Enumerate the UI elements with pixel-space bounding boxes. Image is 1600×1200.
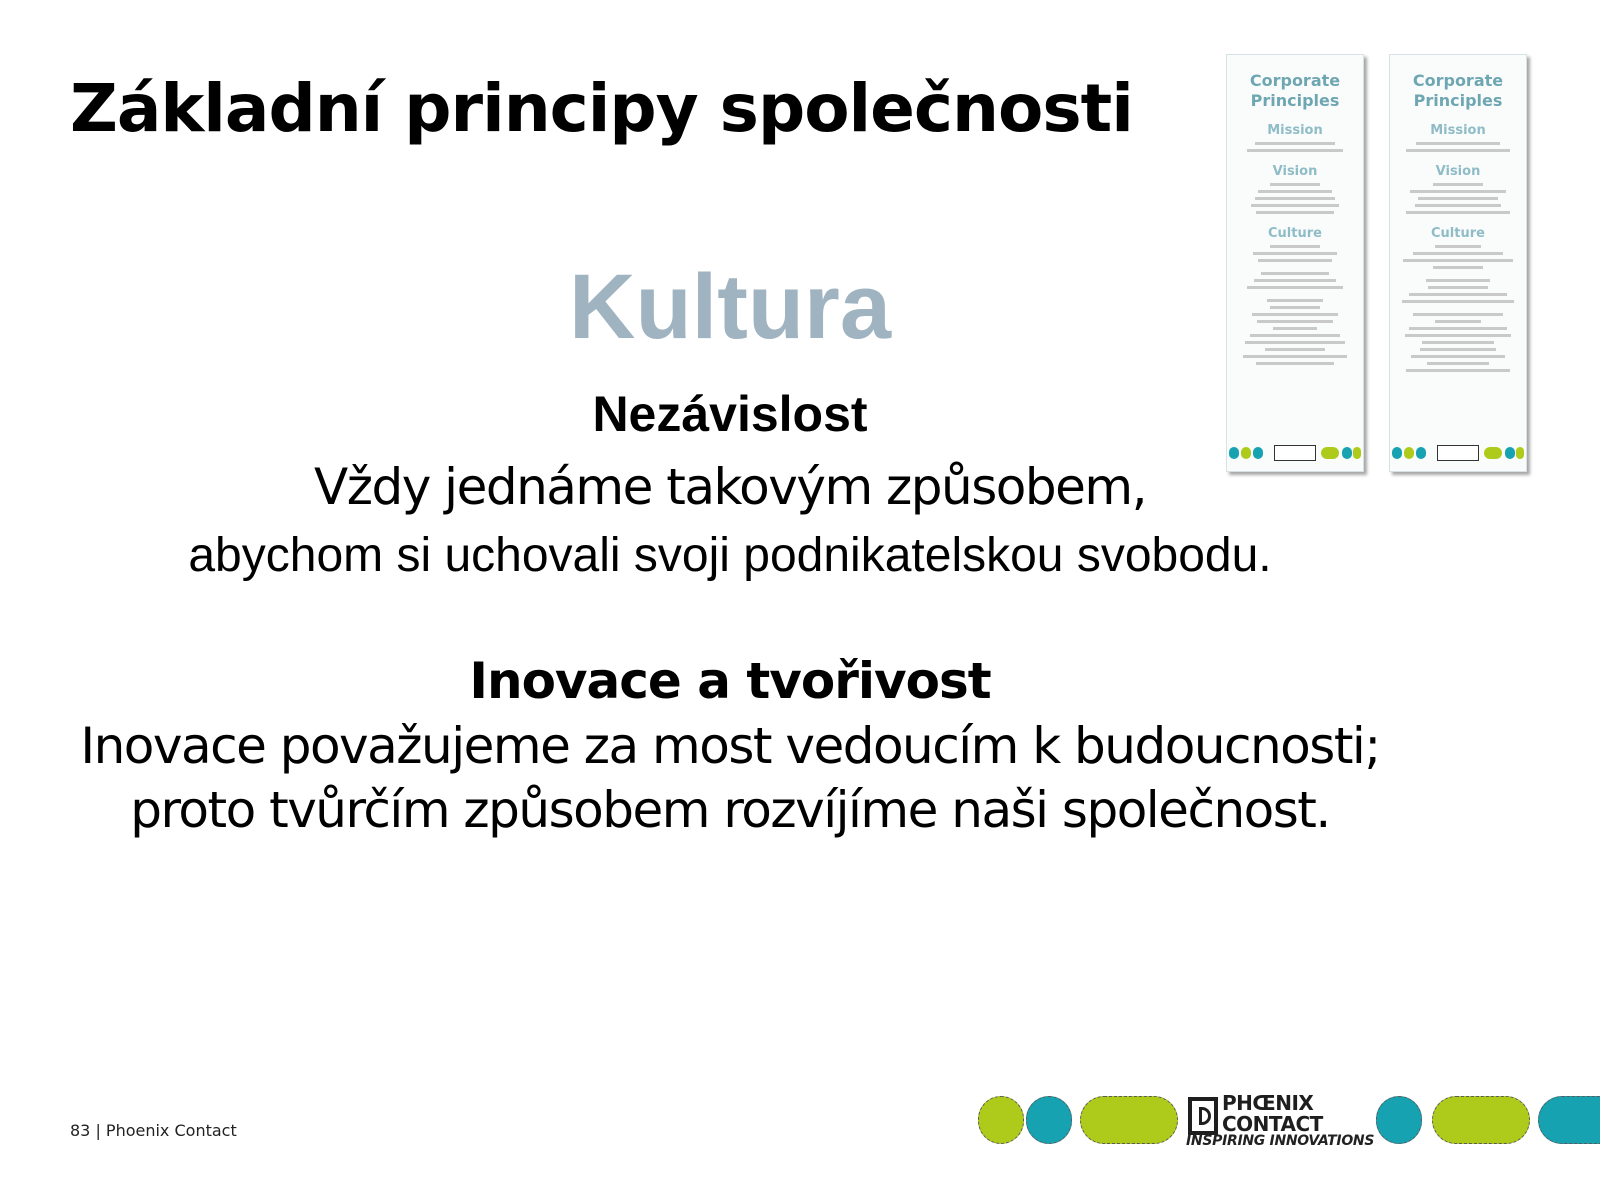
- principle-text-line: abychom si uchovali svoji podnikatelskou svobodu.: [188, 529, 1272, 582]
- principle-text-line: Inovace považujeme za most vedoucím k budoucnosti;: [80, 717, 1380, 775]
- principle-text-line: Vždy jednáme takovým způsobem,: [314, 458, 1146, 516]
- principle-heading-innovation: Inovace a tvořivost: [469, 652, 991, 710]
- logo-tagline: INSPIRING INNOVATIONS: [1186, 1133, 1375, 1149]
- brochure-title: Corporate Principles: [1249, 71, 1341, 110]
- brochure-section-culture: Culture: [1431, 226, 1485, 241]
- logo-wordmark: PHŒNIX CONTACT: [1222, 1091, 1323, 1136]
- brochure-title: Corporate Principles: [1412, 71, 1504, 110]
- page-number: 83 | Phoenix Contact: [70, 1121, 237, 1140]
- principle-heading-independence: Nezávislost: [592, 386, 868, 442]
- section-heading: Kultura: [569, 256, 891, 358]
- slide-title: Základní principy společnosti: [70, 70, 1133, 147]
- brochure-section-vision: Vision: [1435, 164, 1481, 179]
- brochure-section-mission: Mission: [1430, 123, 1486, 138]
- brochure-section-vision: Vision: [1272, 164, 1318, 179]
- brochure-section-mission: Mission: [1267, 123, 1323, 138]
- principle-text-line: proto tvůrčím způsobem rozvíjíme naši společnost.: [130, 781, 1330, 839]
- brochure-section-culture: Culture: [1268, 226, 1322, 241]
- footer-brand-band: [978, 1093, 1600, 1148]
